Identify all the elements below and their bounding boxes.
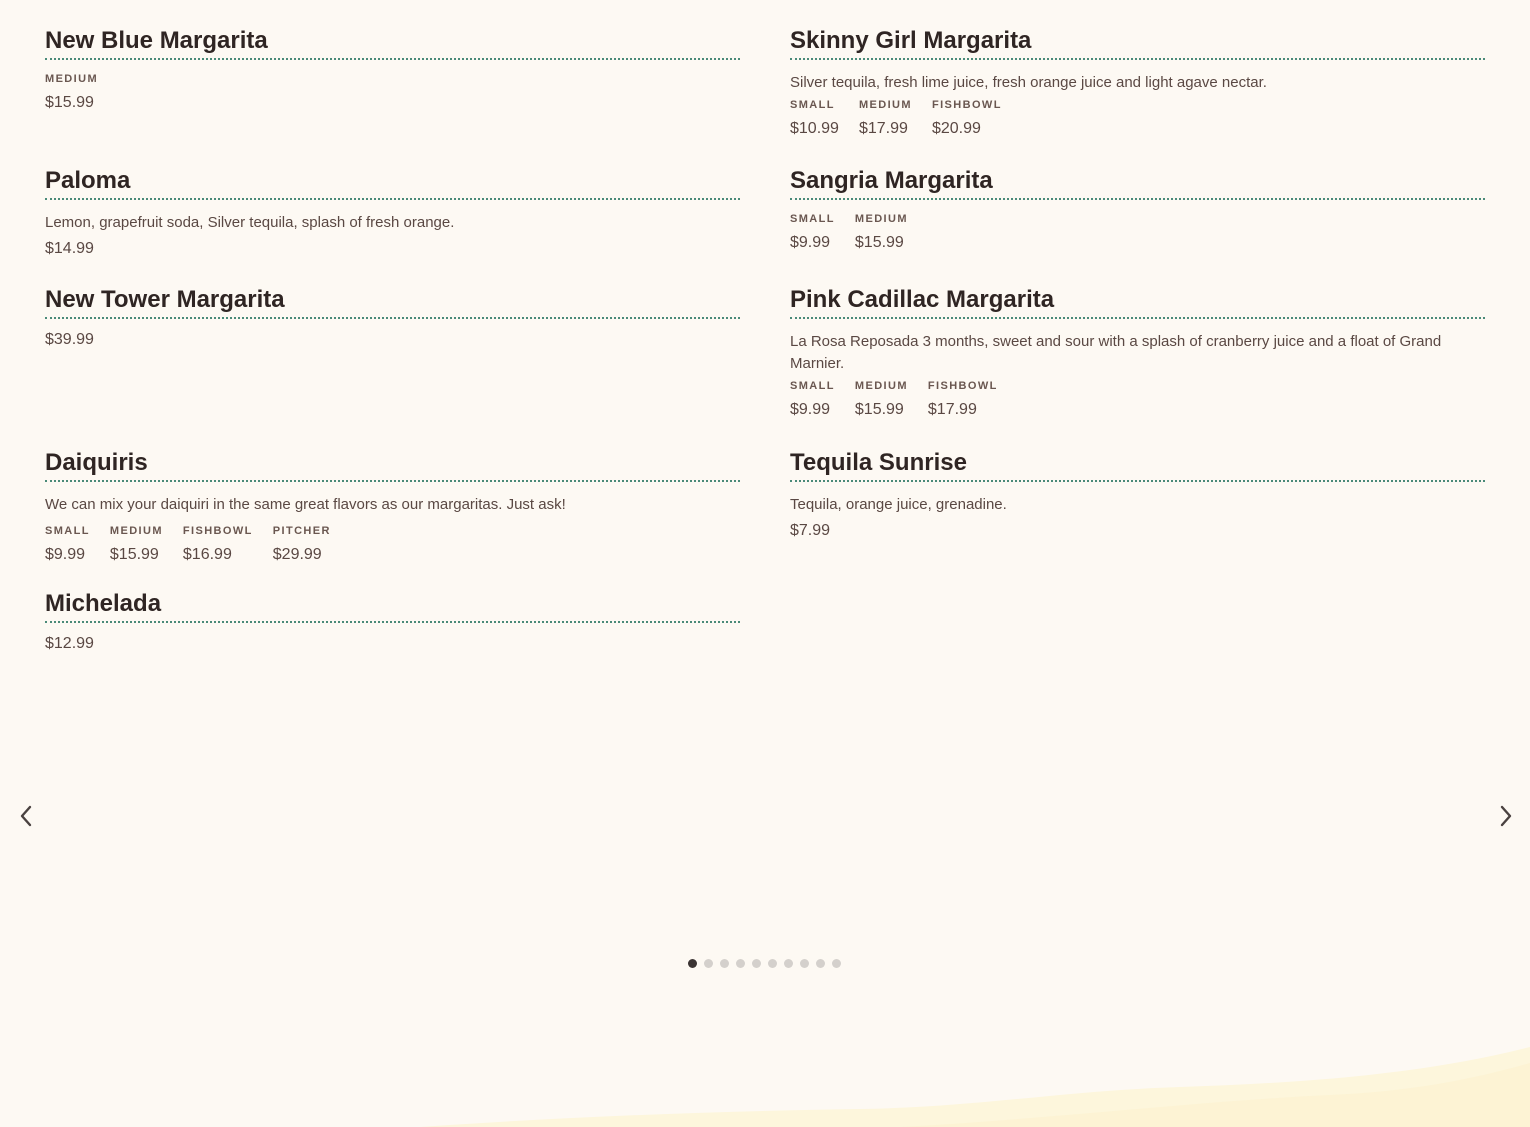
size-label: MEDIUM bbox=[858, 99, 912, 111]
price-list bbox=[45, 524, 740, 566]
size-label: MEDIUM bbox=[854, 380, 908, 392]
carousel-prev-button[interactable] bbox=[14, 802, 38, 830]
carousel-dot[interactable] bbox=[704, 959, 713, 968]
menu-item bbox=[790, 166, 1485, 285]
size-label: SMALL bbox=[790, 213, 835, 225]
price-cell bbox=[183, 524, 253, 566]
carousel-dot[interactable] bbox=[800, 959, 809, 968]
price-cell bbox=[932, 98, 1002, 140]
price-value: $15.99 bbox=[854, 401, 904, 418]
carousel-dot[interactable] bbox=[720, 959, 729, 968]
carousel-dot[interactable] bbox=[688, 959, 697, 968]
menu-column-left bbox=[45, 26, 740, 655]
item-title: Pink Cadillac Margarita bbox=[790, 285, 1485, 319]
price-list bbox=[790, 212, 1485, 254]
price-cell bbox=[855, 212, 908, 254]
item-title: Michelada bbox=[45, 589, 740, 623]
size-label: MEDIUM bbox=[109, 525, 163, 537]
price-value: $14.99 bbox=[45, 240, 94, 257]
item-title: Skinny Girl Margarita bbox=[790, 26, 1485, 60]
size-label: MEDIUM bbox=[45, 73, 99, 85]
carousel-dots bbox=[688, 959, 841, 968]
chevron-left-icon bbox=[14, 802, 38, 830]
item-title: Tequila Sunrise bbox=[790, 448, 1485, 482]
price-list bbox=[790, 379, 1485, 421]
menu-item bbox=[790, 448, 1485, 542]
price-value: $10.99 bbox=[790, 120, 839, 137]
item-description: Lemon, grapefruit soda, Silver tequila, splash of fresh orange. bbox=[45, 214, 455, 231]
price-cell bbox=[110, 524, 163, 566]
price-cell bbox=[45, 238, 94, 260]
item-title: New Tower Margarita bbox=[45, 285, 740, 319]
price-value: $9.99 bbox=[45, 546, 86, 563]
price-cell bbox=[45, 329, 94, 351]
carousel-dot[interactable] bbox=[736, 959, 745, 968]
price-cell bbox=[790, 98, 839, 140]
carousel-dot[interactable] bbox=[768, 959, 777, 968]
decorative-wave bbox=[0, 1037, 1530, 1127]
menu-item bbox=[790, 26, 1485, 166]
carousel-dot[interactable] bbox=[816, 959, 825, 968]
item-description: We can mix your daiquiri in the same great flavors as our margaritas. Just ask! bbox=[45, 496, 566, 513]
chevron-right-icon bbox=[1494, 802, 1518, 830]
price-value: $15.99 bbox=[45, 94, 94, 111]
price-cell bbox=[45, 633, 94, 655]
price-list bbox=[45, 72, 740, 114]
size-label: SMALL bbox=[790, 380, 835, 392]
carousel-dot[interactable] bbox=[832, 959, 841, 968]
price-cell bbox=[855, 379, 908, 421]
price-value: $17.99 bbox=[858, 120, 908, 137]
price-cell bbox=[790, 520, 830, 542]
menu-item bbox=[45, 589, 740, 655]
carousel-next-button[interactable] bbox=[1494, 802, 1518, 830]
menu-grid bbox=[45, 26, 1485, 655]
carousel-dot[interactable] bbox=[784, 959, 793, 968]
price-value: $9.99 bbox=[790, 234, 831, 251]
item-description: La Rosa Reposada 3 months, sweet and sour with a splash of cranberry juice and a float of Grand Marnier. bbox=[790, 333, 1442, 372]
menu-item bbox=[790, 285, 1485, 448]
price-cell bbox=[45, 72, 98, 114]
size-label: FISHBOWL bbox=[931, 99, 1002, 111]
carousel-dot[interactable] bbox=[752, 959, 761, 968]
size-label: MEDIUM bbox=[854, 213, 908, 225]
price-value: $39.99 bbox=[45, 331, 94, 348]
menu-item bbox=[45, 166, 740, 285]
price-value: $15.99 bbox=[854, 234, 904, 251]
price-value: $9.99 bbox=[790, 401, 831, 418]
price-cell bbox=[45, 524, 90, 566]
size-label: PITCHER bbox=[272, 525, 331, 537]
price-cell bbox=[790, 379, 835, 421]
price-cell bbox=[928, 379, 998, 421]
menu-item bbox=[45, 26, 740, 166]
price-value: $15.99 bbox=[109, 546, 159, 563]
size-label: SMALL bbox=[45, 525, 90, 537]
price-cell bbox=[859, 98, 912, 140]
item-description: Silver tequila, fresh lime juice, fresh orange juice and light agave nectar. bbox=[790, 74, 1267, 91]
item-title: Paloma bbox=[45, 166, 740, 200]
price-list bbox=[45, 633, 740, 655]
price-value: $12.99 bbox=[45, 635, 94, 652]
size-label: FISHBOWL bbox=[182, 525, 253, 537]
price-cell bbox=[273, 524, 331, 566]
menu-item bbox=[45, 285, 740, 448]
menu-item bbox=[45, 448, 740, 589]
size-label: SMALL bbox=[790, 99, 835, 111]
item-description: Tequila, orange juice, grenadine. bbox=[790, 496, 1007, 513]
price-cell bbox=[790, 212, 835, 254]
price-list bbox=[790, 98, 1485, 140]
item-title: Daiquiris bbox=[45, 448, 740, 482]
price-value: $7.99 bbox=[790, 522, 831, 539]
price-list bbox=[790, 520, 1485, 542]
price-value: $29.99 bbox=[272, 546, 322, 563]
item-title: Sangria Margarita bbox=[790, 166, 1485, 200]
price-list bbox=[45, 238, 740, 260]
price-list bbox=[45, 329, 740, 351]
menu-column-right bbox=[790, 26, 1485, 655]
item-title: New Blue Margarita bbox=[45, 26, 740, 60]
price-value: $17.99 bbox=[927, 401, 977, 418]
size-label: FISHBOWL bbox=[927, 380, 998, 392]
price-value: $20.99 bbox=[931, 120, 981, 137]
price-value: $16.99 bbox=[182, 546, 232, 563]
